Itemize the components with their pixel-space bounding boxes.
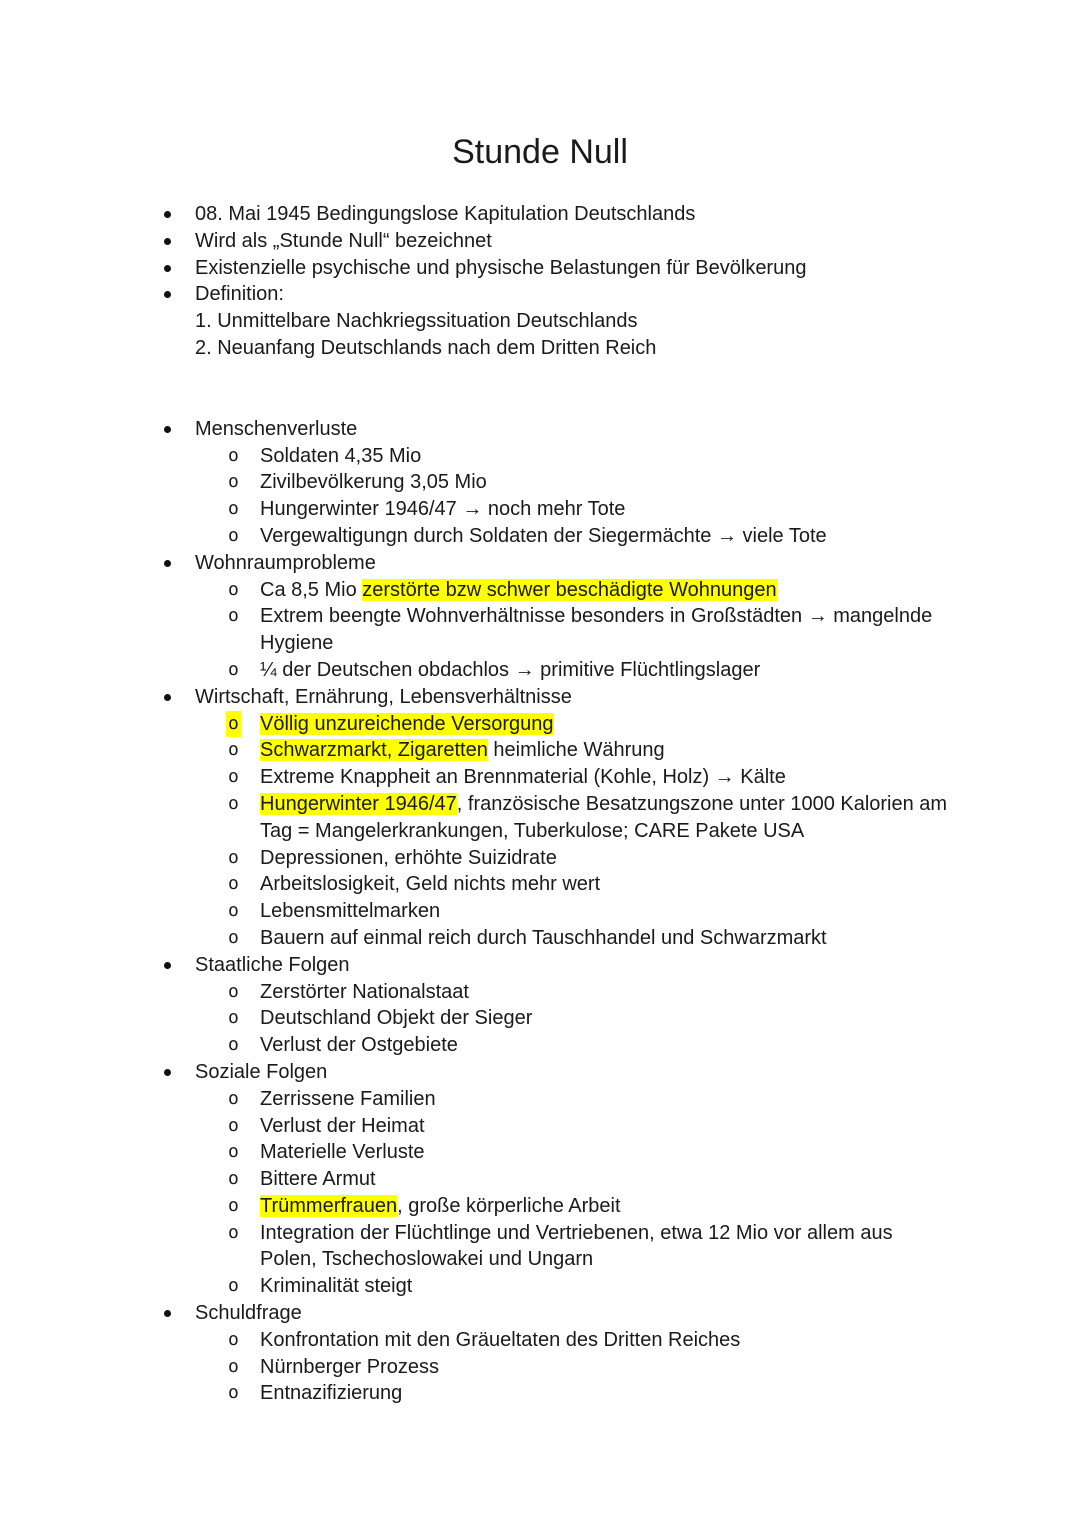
highlighted-text: Völlig unzureichende Versorgung: [260, 712, 554, 735]
list-item: o Vergewaltigungn durch Soldaten der Siegermächte → viele Tote: [195, 523, 950, 550]
definition-item: 2. Neuanfang Deutschlands nach dem Dritten Reich: [195, 336, 657, 359]
list-item: o Extrem beengte Wohnverhältnisse besonders in Großstädten → mangelnde Hygiene: [195, 603, 950, 657]
list-item: o ¼ der Deutschen obdachlos → primitive Flüchtlingslager: [195, 657, 950, 684]
section-staatlich: [0, 952, 1080, 1059]
list-item: o Zivilbevölkerung 3,05 Mio: [195, 469, 950, 496]
list-item: o Depressionen, erhöhte Suizidrate: [195, 845, 950, 872]
section-wirtschaft: [0, 684, 1080, 952]
list-item: [0, 281, 1080, 361]
list-item: Wird als „Stunde Null“ bezeichnet: [0, 228, 1080, 255]
list-item: o Bittere Armut: [195, 1166, 950, 1193]
list-item: o Deutschland Objekt der Sieger: [195, 1005, 950, 1032]
intro-list: [0, 201, 1080, 362]
list-item: o Nürnberger Prozess: [195, 1354, 950, 1381]
sublist: [195, 443, 950, 550]
list-item: [195, 1193, 950, 1220]
list-item: o Soldaten 4,35 Mio: [195, 443, 950, 470]
sublist: [195, 1327, 950, 1407]
list-item: [195, 711, 950, 738]
definition-label: Definition:: [195, 283, 284, 306]
list-item: 08. Mai 1945 Bedingungslose Kapitulation Deutschlands: [0, 201, 1080, 228]
sublist: [195, 577, 950, 684]
list-item: o Extreme Knappheit an Brennmaterial (Kohle, Holz) → Kälte: [195, 764, 950, 791]
list-item: o Zerstörter Nationalstaat: [195, 979, 950, 1006]
list-item: o Kriminalität steigt: [195, 1273, 950, 1300]
list-item: Existenzielle psychische und physische Belastungen für Bevölkerung: [0, 255, 1080, 282]
section-heading: Staatliche Folgen: [195, 953, 350, 976]
sublist: [195, 711, 950, 952]
highlighted-text: Schwarzmarkt, Zigaretten: [260, 739, 488, 762]
list-item: o Integration der Flüchtlinge und Vertriebenen, etwa 12 Mio vor allem aus Polen, Tschechoslowakei und Ungarn: [195, 1220, 950, 1274]
list-item: o Arbeitslosigkeit, Geld nichts mehr wert: [195, 871, 950, 898]
sublist: [195, 979, 950, 1059]
item-text: heimliche Währung: [487, 739, 665, 762]
list-item: [195, 791, 950, 845]
list-item: o Hungerwinter 1946/47 → noch mehr Tote: [195, 496, 950, 523]
section-sozial: [0, 1059, 1080, 1300]
page-title: Stunde Null: [452, 133, 628, 171]
list-item: o Zerrissene Familien: [195, 1086, 950, 1113]
list-item: o Materielle Verluste: [195, 1139, 950, 1166]
item-text: , große körperliche Arbeit: [397, 1194, 621, 1217]
definition-list: [195, 308, 950, 362]
list-item: o Entnazifizierung: [195, 1380, 950, 1407]
section-schuldfrage: [0, 1300, 1080, 1407]
item-text: , französische Besatzungszone unter 1000 Kalorien am Tag = Mangelerkrankungen, Tuberkulose; CARE Pakete USA: [260, 792, 948, 842]
section-heading: Soziale Folgen: [195, 1060, 328, 1083]
definition-item: 1. Unmittelbare Nachkriegssituation Deutschlands: [195, 310, 638, 333]
highlighted-text: zerstörte bzw schwer beschädigte Wohnungen: [362, 578, 777, 601]
section-heading: Wohnraumprobleme: [195, 551, 376, 574]
list-item: [195, 577, 950, 604]
item-text: Ca 8,5 Mio: [260, 578, 363, 601]
section-heading: Schuldfrage: [195, 1302, 302, 1325]
list-item: [195, 737, 950, 764]
sublist: [195, 1086, 950, 1300]
list-item: o Verlust der Heimat: [195, 1113, 950, 1140]
section-heading: Menschenverluste: [195, 417, 358, 440]
document-body: [0, 201, 1080, 1407]
list-item: o Konfrontation mit den Gräueltaten des Dritten Reiches: [195, 1327, 950, 1354]
topics-list: [0, 416, 1080, 1407]
highlighted-text: Hungerwinter 1946/47: [260, 792, 457, 815]
section-menschenverluste: [0, 416, 1080, 550]
highlighted-text: Trümmerfrauen: [260, 1194, 398, 1217]
list-item: o Bauern auf einmal reich durch Tauschhandel und Schwarzmarkt: [195, 925, 950, 952]
list-item: o Verlust der Ostgebiete: [195, 1032, 950, 1059]
list-item: o Lebensmittelmarken: [195, 898, 950, 925]
section-wohnraum: [0, 550, 1080, 684]
section-heading: Wirtschaft, Ernährung, Lebensverhältnisse: [195, 685, 572, 708]
